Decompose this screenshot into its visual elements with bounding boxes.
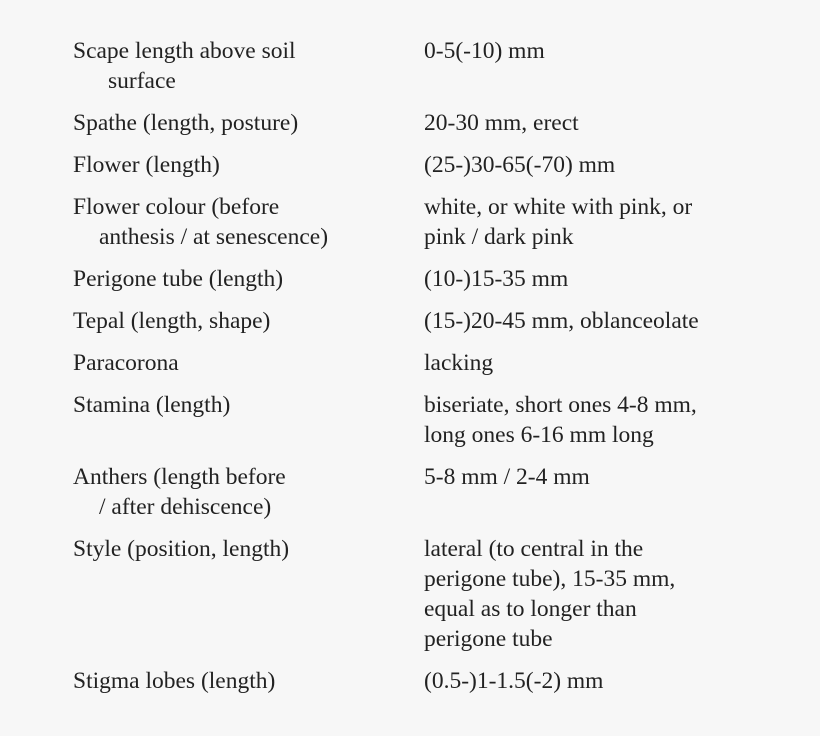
row-label (73, 150, 424, 180)
row-label (73, 36, 424, 96)
row-label (73, 192, 424, 252)
row-label-line: surface (108, 68, 176, 94)
row-label-line: / after dehiscence) (99, 494, 272, 520)
row-label-line: Style (position, length) (73, 536, 290, 562)
row-value-line: (15-)20-45 mm, oblanceolate (424, 308, 699, 334)
row-value (424, 36, 773, 66)
row-value-line: 5-8 mm / 2-4 mm (424, 464, 590, 490)
row-value (424, 462, 773, 492)
row-value (424, 264, 773, 294)
row-label (73, 306, 424, 336)
row-value-line: white, or white with pink, or (424, 194, 693, 220)
row-value (424, 108, 773, 138)
row-label (73, 666, 424, 696)
table-row (73, 108, 773, 138)
row-value (424, 306, 773, 336)
row-value (424, 192, 773, 252)
row-label (73, 108, 424, 138)
trait-table (73, 36, 773, 696)
row-value (424, 390, 773, 450)
row-label-line: Scape length above soil (73, 38, 296, 64)
row-value-line: perigone tube), 15-35 mm, (424, 566, 676, 592)
table-row (73, 192, 773, 252)
row-label-line: Spathe (length, posture) (73, 110, 299, 136)
row-value-line: (0.5-)1-1.5(-2) mm (424, 668, 604, 694)
row-label-line: Anthers (length before (73, 464, 286, 490)
row-label-line: anthesis / at senescence) (99, 224, 329, 250)
table-row (73, 666, 773, 696)
row-value (424, 534, 773, 654)
row-value-line: (10-)15-35 mm (424, 266, 569, 292)
row-value-line: equal as to longer than (424, 596, 637, 622)
table-row (73, 390, 773, 450)
table-row (73, 306, 773, 336)
row-value-line: lateral (to central in the (424, 536, 644, 562)
row-value-line: pink / dark pink (424, 224, 574, 250)
row-value (424, 666, 773, 696)
row-value-line: perigone tube (424, 626, 553, 652)
row-label (73, 390, 424, 420)
row-label-line: Flower colour (before (73, 194, 280, 220)
row-label-line: Stamina (length) (73, 392, 231, 418)
row-value-line: long ones 6-16 mm long (424, 422, 654, 448)
table-row (73, 534, 773, 654)
table-row (73, 264, 773, 294)
row-label-line: Perigone tube (length) (73, 266, 284, 292)
row-label-line: Flower (length) (73, 152, 220, 178)
row-label-line: Tepal (length, shape) (73, 308, 271, 334)
row-label (73, 348, 424, 378)
table-row (73, 348, 773, 378)
row-label (73, 462, 424, 522)
table-row (73, 150, 773, 180)
row-label-line: Stigma lobes (length) (73, 668, 276, 694)
row-label (73, 264, 424, 294)
table-row (73, 36, 773, 96)
row-value-line: biseriate, short ones 4-8 mm, (424, 392, 697, 418)
row-label (73, 534, 424, 564)
row-label-line: Paracorona (73, 350, 179, 376)
table-row (73, 462, 773, 522)
row-value (424, 150, 773, 180)
row-value-line: 20-30 mm, erect (424, 110, 579, 136)
row-value-line: (25-)30-65(-70) mm (424, 152, 616, 178)
row-value (424, 348, 773, 378)
row-value-line: 0-5(-10) mm (424, 38, 545, 64)
row-value-line: lacking (424, 350, 494, 376)
